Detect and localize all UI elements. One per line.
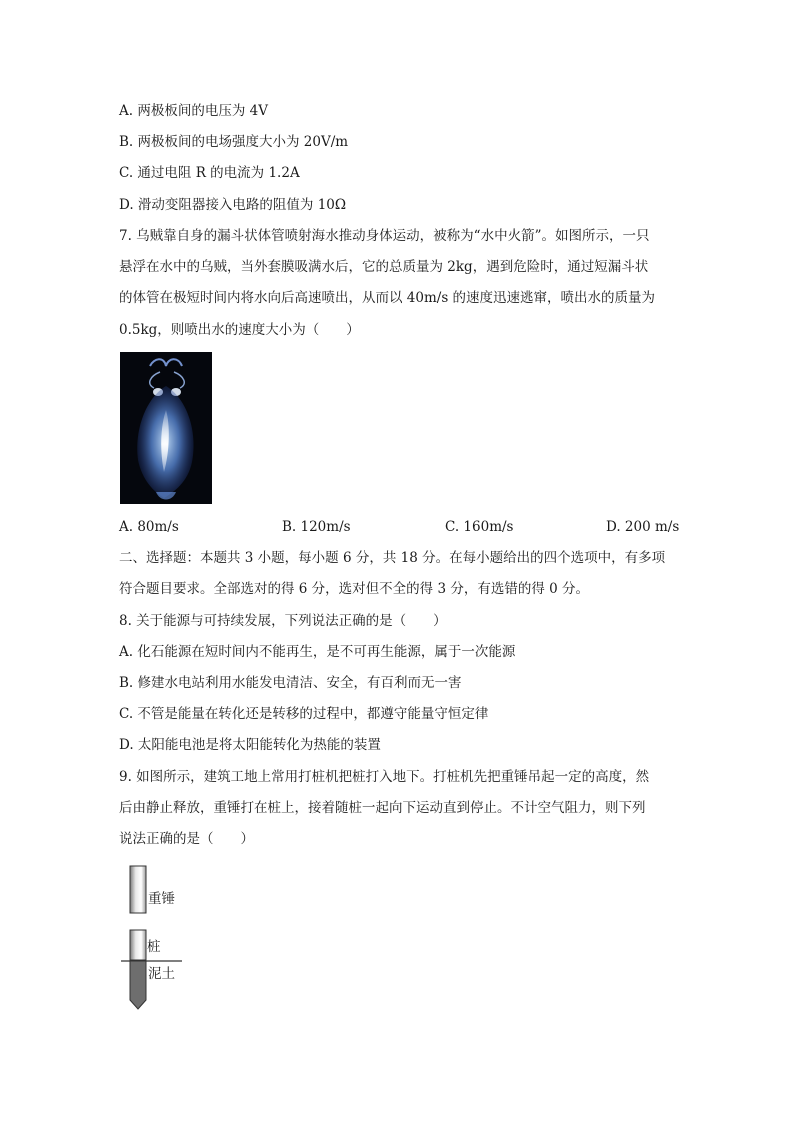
section2-instructions-line-1: 二、选择题：本题共 3 小题，每小题 6 分，共 18 分。在每小题给出的四个选项中，有多项 [119, 550, 666, 566]
q9-stem-line-2: 后由静止释放，重锤打在桩上，接着随桩一起向下运动直到停止。不计空气阻力，则下列 [119, 800, 646, 816]
hammer-shape [130, 866, 146, 913]
q8-option-a: A. 化石能源在短时间内不能再生，是不可再生能源，属于一次能源 [119, 644, 516, 660]
q8-option-c: C. 不管是能量在转化还是转移的过程中，都遵守能量守恒定律 [119, 706, 489, 722]
q6-option-b: B. 两极板间的电场强度大小为 20V/m [119, 134, 349, 150]
q7-stem-line-4: 0.5kg，则喷出水的速度大小为（ ） [119, 322, 360, 338]
q7-option-d: D. 200 m/s [606, 519, 680, 535]
soil-label: 泥土 [148, 966, 175, 982]
q8-option-d: D. 太阳能电池是将太阳能转化为热能的装置 [119, 737, 381, 753]
pile-driver-figure [118, 862, 238, 1012]
q7-stem-line-3: 的体管在极短时间内将水向后高速喷出，从而以 40m/s 的速度迅速逃窜，喷出水的质量为 [119, 290, 656, 306]
q7-stem-line-1: 7. 乌贼靠自身的漏斗状体管喷射海水推动身体运动，被称为“水中火箭”。如图所示，一只 [119, 228, 650, 244]
pile-buried-shape [130, 961, 146, 1009]
section2-instructions-line-2: 符合题目要求。全部选对的得 6 分，选对但不全的得 3 分，有选错的得 0 分。 [119, 581, 590, 597]
q7-option-b: B. 120m/s [282, 519, 351, 535]
squid-photo [120, 352, 212, 504]
q7-option-a: A. 80m/s [119, 519, 179, 535]
hammer-label: 重锤 [148, 891, 175, 907]
q7-stem-line-2: 悬浮在水中的乌贼，当外套膜吸满水后，它的总质量为 2kg，遇到危险时，通过短漏斗状 [119, 259, 649, 275]
q9-stem-line-1: 9. 如图所示，建筑工地上常用打桩机把桩打入地下。打桩机先把重锤吊起一定的高度，然 [119, 769, 650, 785]
pile-upper-shape [130, 930, 146, 960]
q6-option-c: C. 通过电阻 R 的电流为 1.2A [119, 165, 300, 181]
pile-label: 桩 [147, 939, 161, 955]
q7-option-c: C. 160m/s [445, 519, 514, 535]
q6-option-a: A. 两极板间的电压为 4V [119, 103, 268, 119]
q8-option-b: B. 修建水电站利用水能发电清洁、安全，有百利而无一害 [119, 675, 462, 691]
q6-option-d: D. 滑动变阻器接入电路的阻值为 10Ω [119, 197, 347, 213]
q8-stem: 8. 关于能源与可持续发展，下列说法正确的是（ ） [119, 613, 447, 629]
q9-stem-line-3: 说法正确的是（ ） [119, 831, 254, 847]
